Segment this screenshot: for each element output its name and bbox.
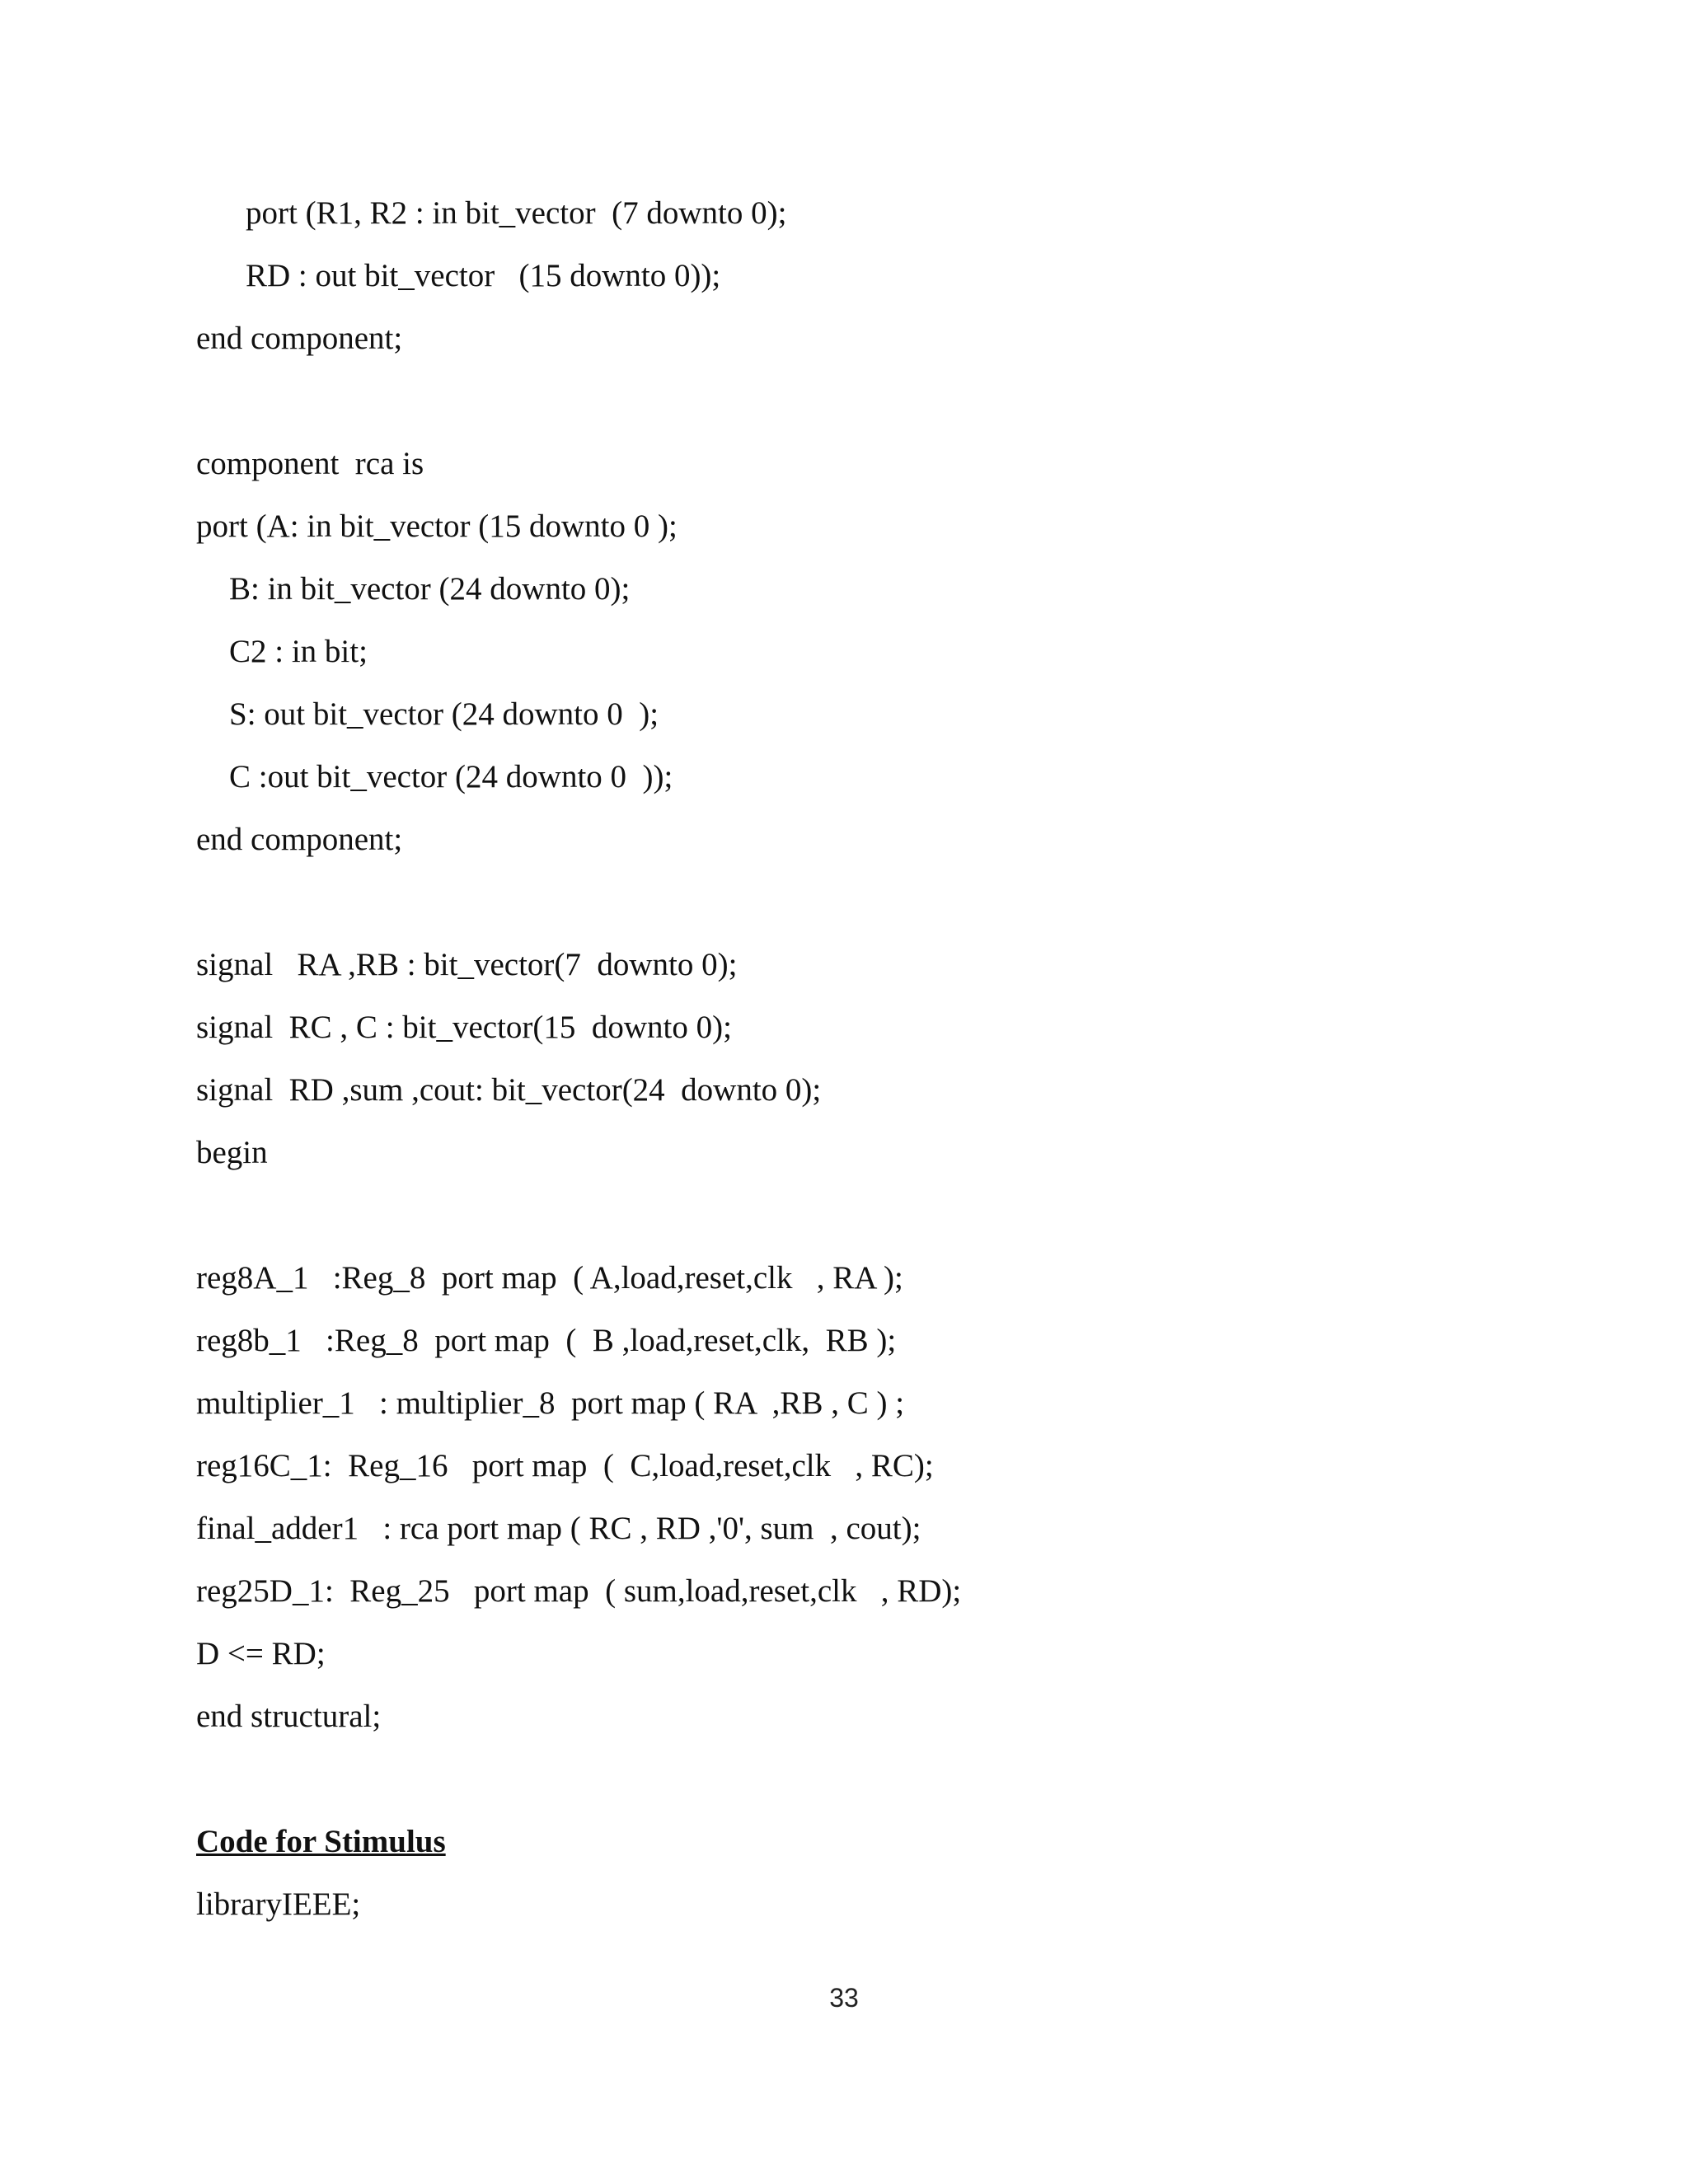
- code-line-signal-rd-sum-cout: signal RD ,sum ,cout: bit_vector(24 downto 0);: [196, 1072, 822, 1108]
- code-line-final-adder: final_adder1 : rca port map ( RC , RD ,'0', sum , cout);: [196, 1511, 921, 1546]
- page-number: 33: [829, 1983, 859, 2013]
- code-line-port-r1-r2: port (R1, R2 : in bit_vector (7 downto 0);: [246, 195, 787, 231]
- code-line-begin: begin: [196, 1135, 268, 1170]
- code-line-port-c: C :out bit_vector (24 downto 0 ));: [229, 759, 673, 794]
- code-line-library-ieee: libraryIEEE;: [196, 1886, 361, 1922]
- section-heading-stimulus: Code for Stimulus: [196, 1824, 446, 1859]
- code-line-reg16c: reg16C_1: Reg_16 port map ( C,load,reset,clk , RC);: [196, 1448, 934, 1483]
- code-line-component-rca: component rca is: [196, 446, 424, 481]
- code-line-d-assign: D <= RD;: [196, 1636, 326, 1671]
- code-line-reg25d: reg25D_1: Reg_25 port map ( sum,load,reset,clk , RD);: [196, 1573, 962, 1609]
- code-line-end-component-1: end component;: [196, 321, 403, 356]
- code-line-port-b: B: in bit_vector (24 downto 0);: [229, 571, 631, 607]
- code-line-port-s: S: out bit_vector (24 downto 0 );: [229, 696, 659, 732]
- code-line-port-a: port (A: in bit_vector (15 downto 0 );: [196, 509, 678, 544]
- code-line-end-structural: end structural;: [196, 1699, 382, 1734]
- code-line-reg8a: reg8A_1 :Reg_8 port map ( A,load,reset,clk , RA );: [196, 1260, 903, 1296]
- code-line-port-c2: C2 : in bit;: [229, 634, 368, 669]
- code-line-reg8b: reg8b_1 :Reg_8 port map ( B ,load,reset,clk, RB );: [196, 1323, 897, 1358]
- code-line-signal-rc-c: signal RC , C : bit_vector(15 downto 0);: [196, 1010, 732, 1045]
- code-line-signal-ra-rb: signal RA ,RB : bit_vector(7 downto 0);: [196, 947, 738, 982]
- code-line-end-component-2: end component;: [196, 822, 403, 857]
- code-line-rd-out: RD : out bit_vector (15 downto 0));: [246, 258, 721, 293]
- code-line-multiplier: multiplier_1 : multiplier_8 port map ( RA ,RB , C ) ;: [196, 1385, 905, 1421]
